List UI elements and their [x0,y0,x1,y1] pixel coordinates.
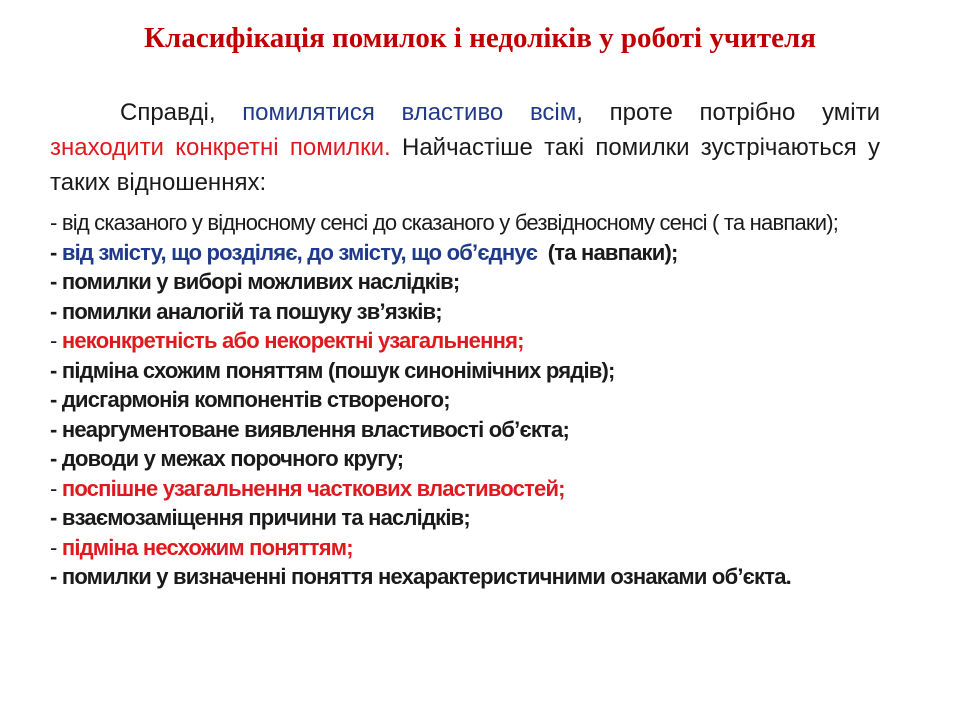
list-dash: - [50,210,62,235]
list-item-text: від змісту, що розділяє, до змісту, що об’єднує [61,239,538,265]
list-item [50,297,930,327]
list-item-text: від сказаного у відносному сенсі до сказаного у безвідносному сенсі ( та навпаки); [61,210,839,235]
list-item-text: підміна несхожим поняттям; [61,534,353,560]
list-dash: - [50,534,62,560]
list-dash: - [50,328,62,353]
list-dash: - [50,416,62,442]
list-dash: - [50,357,62,383]
intro-emphasis-blue: помилятися властиво всім [242,99,577,126]
intro-emphasis-red: знаходити конкретні помилки. [50,134,391,161]
list-dash: - [50,475,62,501]
list-item-tail: (та навпаки); [537,239,678,265]
list-item [50,208,930,238]
list-dash: - [50,269,62,294]
list-item-text: неаргументоване виявлення властивості об’єкта; [61,416,569,442]
list-item [50,415,930,445]
list-item [50,385,930,415]
list-dash: - [50,298,62,324]
list-item [50,326,930,356]
intro-text-1: Справді, [120,99,243,126]
list-item [50,533,930,563]
list-item [50,474,930,504]
list-item-text: доводи у межах порочного кругу; [61,446,404,471]
list-item-text: помилки у визначенні поняття нехарактеристичними ознаками об’єкта. [61,564,791,589]
list-item-text: помилки у виборі можливих наслідків; [61,269,460,294]
intro-paragraph [50,95,880,200]
list-item [50,503,930,533]
slide-title: Класифікація помилок і недоліків у роботі учителя [144,22,816,54]
intro-text-3: Найчастіше такі помилки зустрічаються у таких відношеннях: [50,134,881,196]
list-dash: - [50,239,62,265]
list-item [50,267,930,297]
list-item [50,238,930,268]
error-list [50,208,930,592]
list-dash: - [50,564,62,589]
list-item [50,562,930,592]
list-item-text: поспішне узагальнення часткових властивостей; [61,475,565,501]
list-item [50,356,930,386]
list-item [50,444,930,474]
intro-text-2: , проте потрібно уміти [576,99,880,126]
list-dash: - [50,446,62,471]
list-item-text: неконкретність або некоректні узагальнення; [61,328,524,353]
list-item-text: дисгармонія компонентів створеного; [61,387,450,412]
list-item-text: підміна схожим поняттям (пошук синонімічних рядів); [61,357,615,383]
list-dash: - [50,387,62,412]
list-item-text: помилки аналогій та пошуку зв’язків; [61,298,442,324]
list-dash: - [50,505,62,530]
list-item-text: взаємозаміщення причини та наслідків; [61,505,470,530]
